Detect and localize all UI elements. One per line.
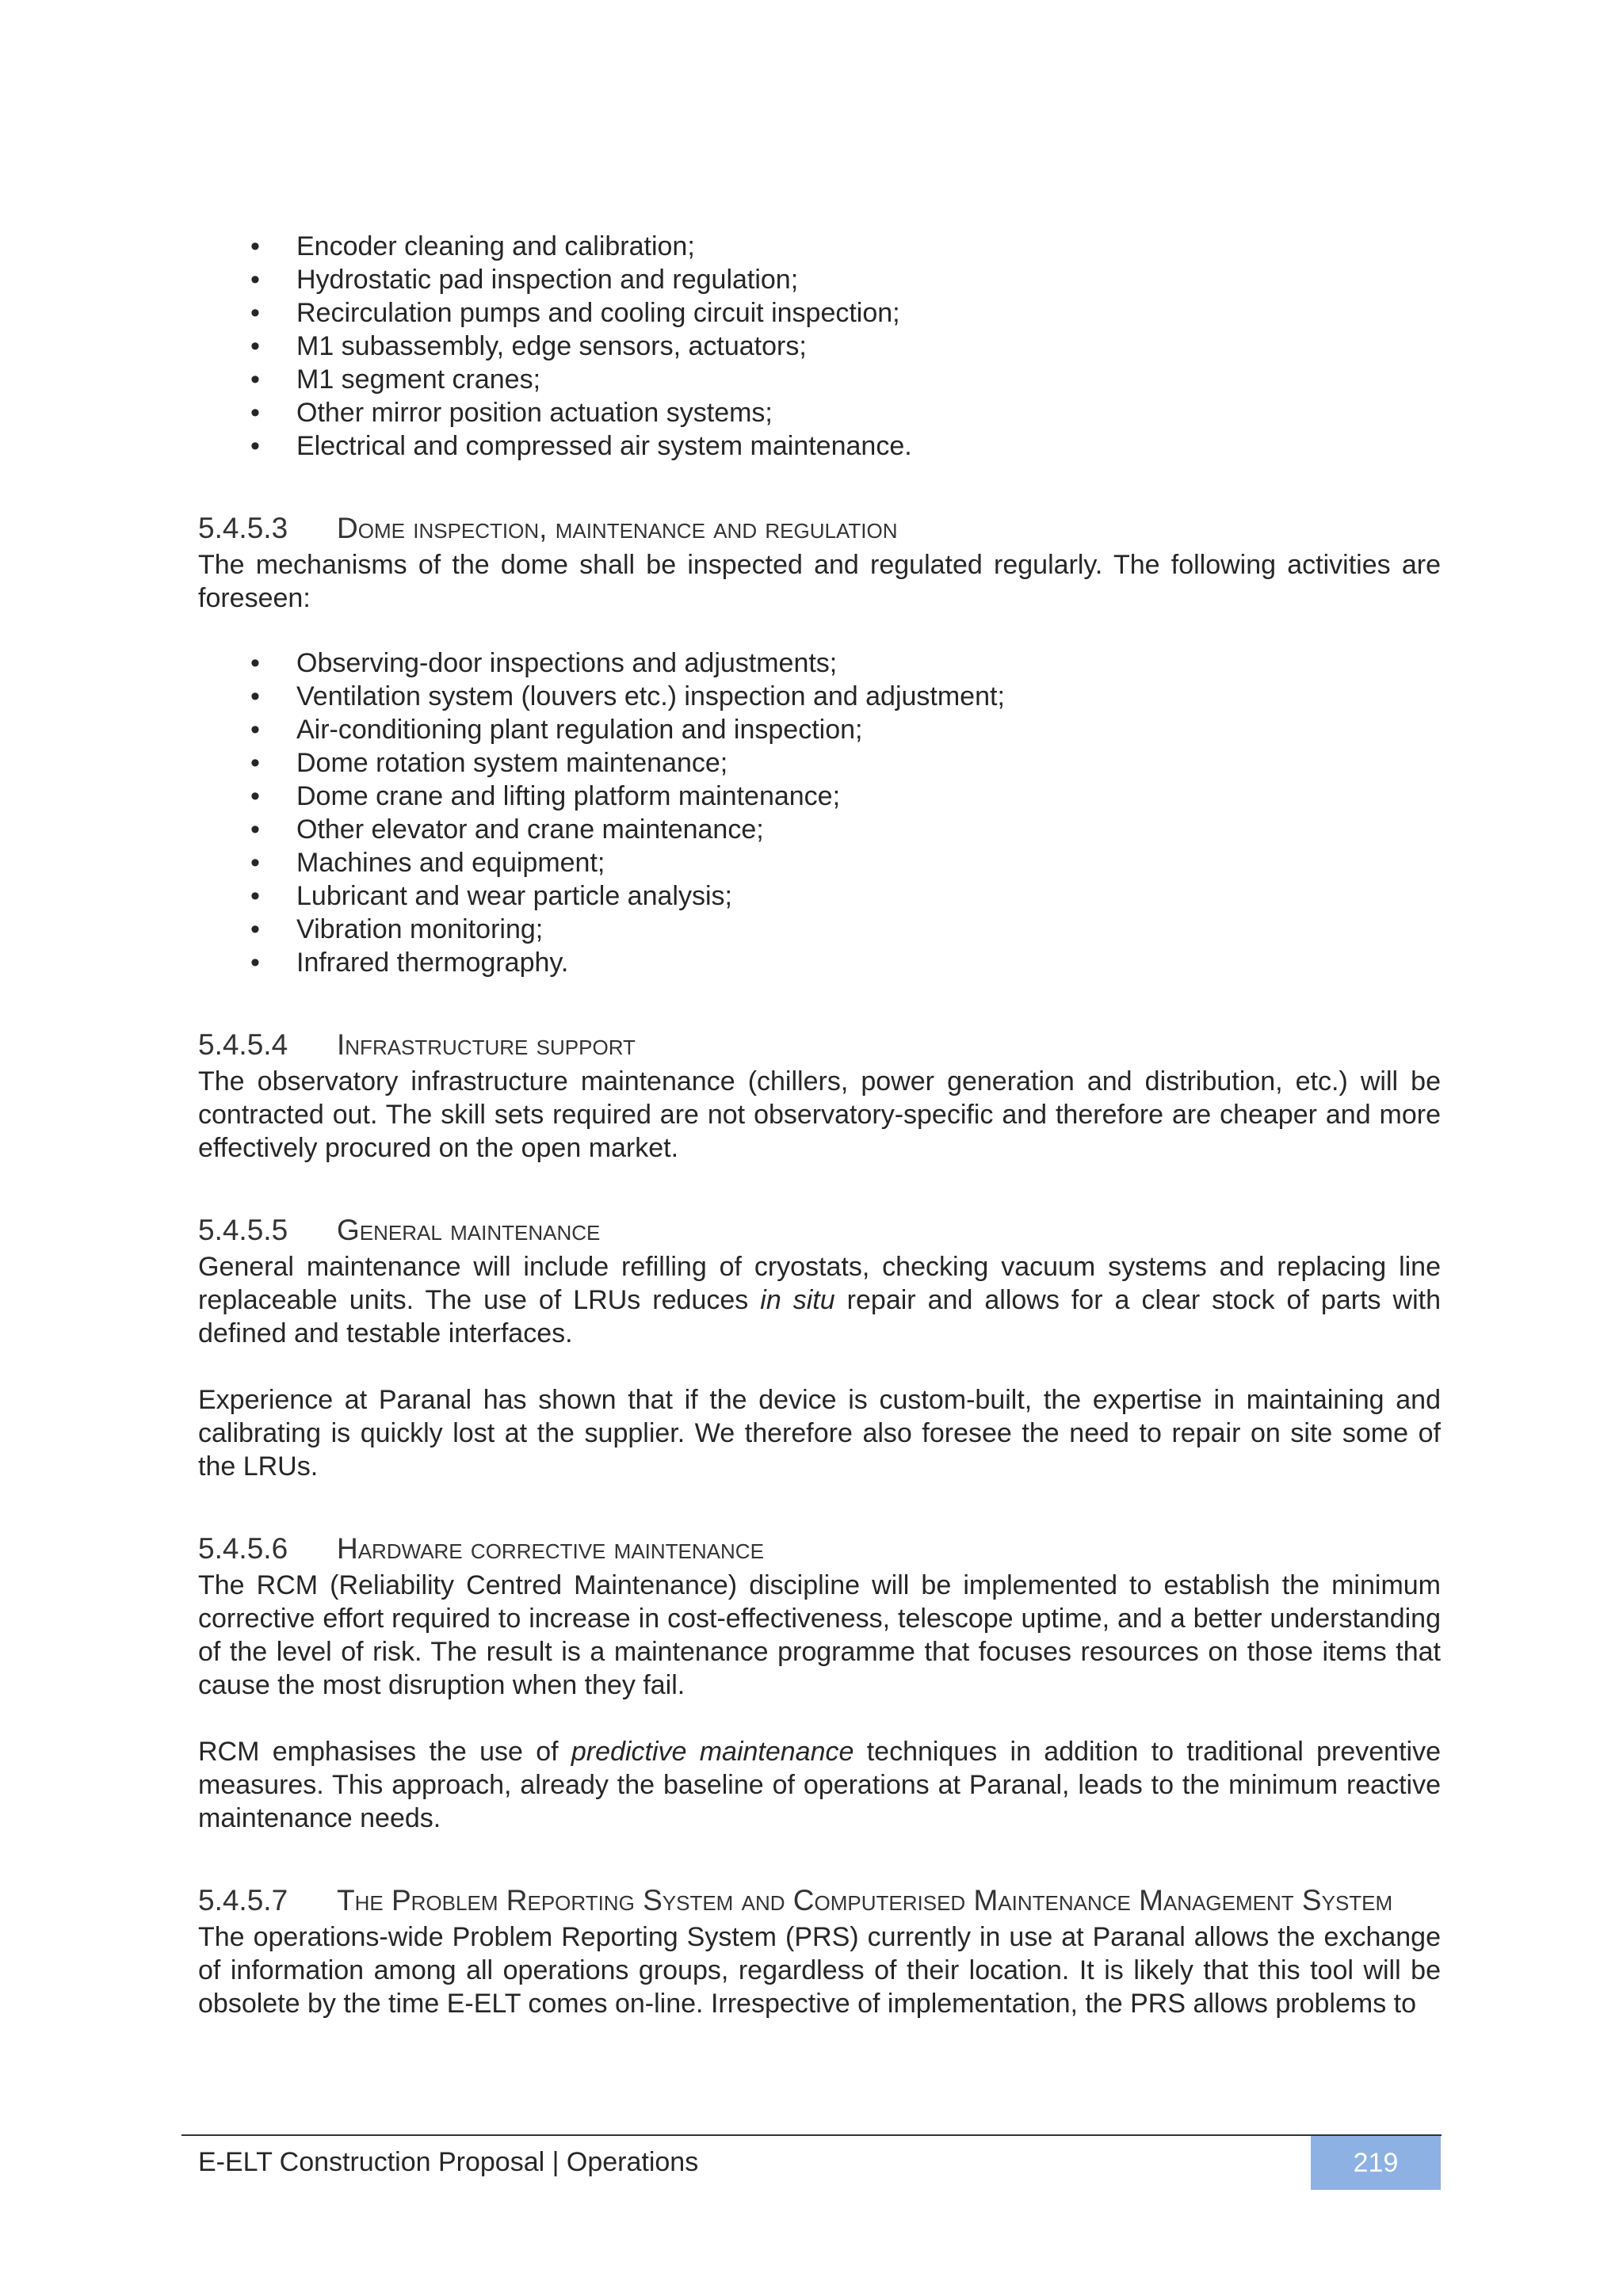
section-heading-5-4-5-4 xyxy=(198,1027,1441,1063)
list-item: • Air-conditioning plant regulation and inspection; xyxy=(198,713,1441,746)
list-item: • Observing-door inspections and adjustments; xyxy=(198,646,1441,680)
dome-bullet-list xyxy=(198,646,1441,979)
page-content xyxy=(198,230,1441,2020)
list-item: • Encoder cleaning and calibration; xyxy=(198,230,1441,263)
section-number: 5.4.5.6 xyxy=(198,1532,288,1565)
section-title: Infrastructure support xyxy=(337,1028,636,1061)
footer-divider xyxy=(181,2134,1442,2136)
paragraph: General maintenance will include refilling of cryostats, checking vacuum systems and replacing line replaceable units. The use of LRUs reduces in situ repair and allows for a clear stock of parts with defined and testable interfaces. xyxy=(198,1252,1441,1348)
list-item: • Dome crane and lifting platform maintenance; xyxy=(198,780,1441,813)
section-heading-5-4-5-7 xyxy=(198,1882,1441,1919)
section-heading-5-4-5-6 xyxy=(198,1531,1441,1567)
emphasis: predictive maintenance xyxy=(571,1737,854,1767)
list-item: • Hydrostatic pad inspection and regulation; xyxy=(198,263,1441,296)
paragraph: RCM emphasises the use of predictive maintenance techniques in addition to traditional preventive measures. This approach, already the baseline of operations at Paranal, leads to the minimum reactive maintenance needs. xyxy=(198,1737,1441,1833)
paragraph: The RCM (Reliability Centred Maintenance) discipline will be implemented to establish the minimum corrective effort required to increase in cost-effectiveness, telescope uptime, and a better understanding of the level of risk. The result is a maintenance programme that focuses resources on those items that cause the most disruption when they fail. xyxy=(198,1570,1441,1700)
paragraph: The operations-wide Problem Reporting System (PRS) currently in use at Paranal allows the exchange of information among all operations groups, regardless of their location. It is likely that this tool will be obsolete by the time E-ELT comes on-line. Irrespective of implementation, the PRS allows problems to xyxy=(198,1922,1441,2019)
section-title: Hardware corrective maintenance xyxy=(337,1532,764,1565)
list-item: • M1 subassembly, edge sensors, actuators; xyxy=(198,330,1441,363)
section-number: 5.4.5.7 xyxy=(198,1884,288,1917)
section-number: 5.4.5.4 xyxy=(198,1028,288,1061)
list-item: • Dome rotation system maintenance; xyxy=(198,746,1441,780)
section-heading-5-4-5-3 xyxy=(198,510,1441,547)
emphasis: in situ xyxy=(760,1285,835,1315)
section-number: 5.4.5.5 xyxy=(198,1214,288,1246)
paragraph: The mechanisms of the dome shall be inspected and regulated regularly. The following activities are foreseen: xyxy=(198,550,1441,613)
list-item: • Ventilation system (louvers etc.) inspection and adjustment; xyxy=(198,680,1441,713)
list-item: • Other elevator and crane maintenance; xyxy=(198,813,1441,846)
list-item: • Recirculation pumps and cooling circuit inspection; xyxy=(198,296,1441,330)
paragraph: Experience at Paranal has shown that if the device is custom-built, the expertise in maintaining and calibrating is quickly lost at the supplier. We therefore also foresee the need to repair on site some of the LRUs. xyxy=(198,1385,1441,1482)
page-number: 219 xyxy=(1311,2136,1441,2190)
section-title: General maintenance xyxy=(337,1214,601,1246)
list-item: • Other mirror position actuation systems; xyxy=(198,396,1441,429)
top-bullet-list xyxy=(198,230,1441,463)
list-item: • M1 segment cranes; xyxy=(198,363,1441,396)
list-item: • Infrared thermography. xyxy=(198,946,1441,979)
section-heading-5-4-5-5 xyxy=(198,1212,1441,1249)
paragraph: The observatory infrastructure maintenance (chillers, power generation and distribution, etc.) will be contracted out. The skill sets required are not observatory-specific and therefore are cheaper and more effectively procured on the open market. xyxy=(198,1066,1441,1163)
list-item: • Machines and equipment; xyxy=(198,846,1441,879)
section-number: 5.4.5.3 xyxy=(198,512,288,544)
footer-title: E-ELT Construction Proposal | Operations xyxy=(198,2147,699,2177)
section-title: The Problem Reporting System and Computerised Maintenance Management System xyxy=(337,1884,1393,1917)
list-item: • Lubricant and wear particle analysis; xyxy=(198,879,1441,913)
section-title: Dome inspection, maintenance and regulation xyxy=(337,512,898,544)
list-item: • Electrical and compressed air system maintenance. xyxy=(198,429,1441,463)
list-item: • Vibration monitoring; xyxy=(198,913,1441,946)
